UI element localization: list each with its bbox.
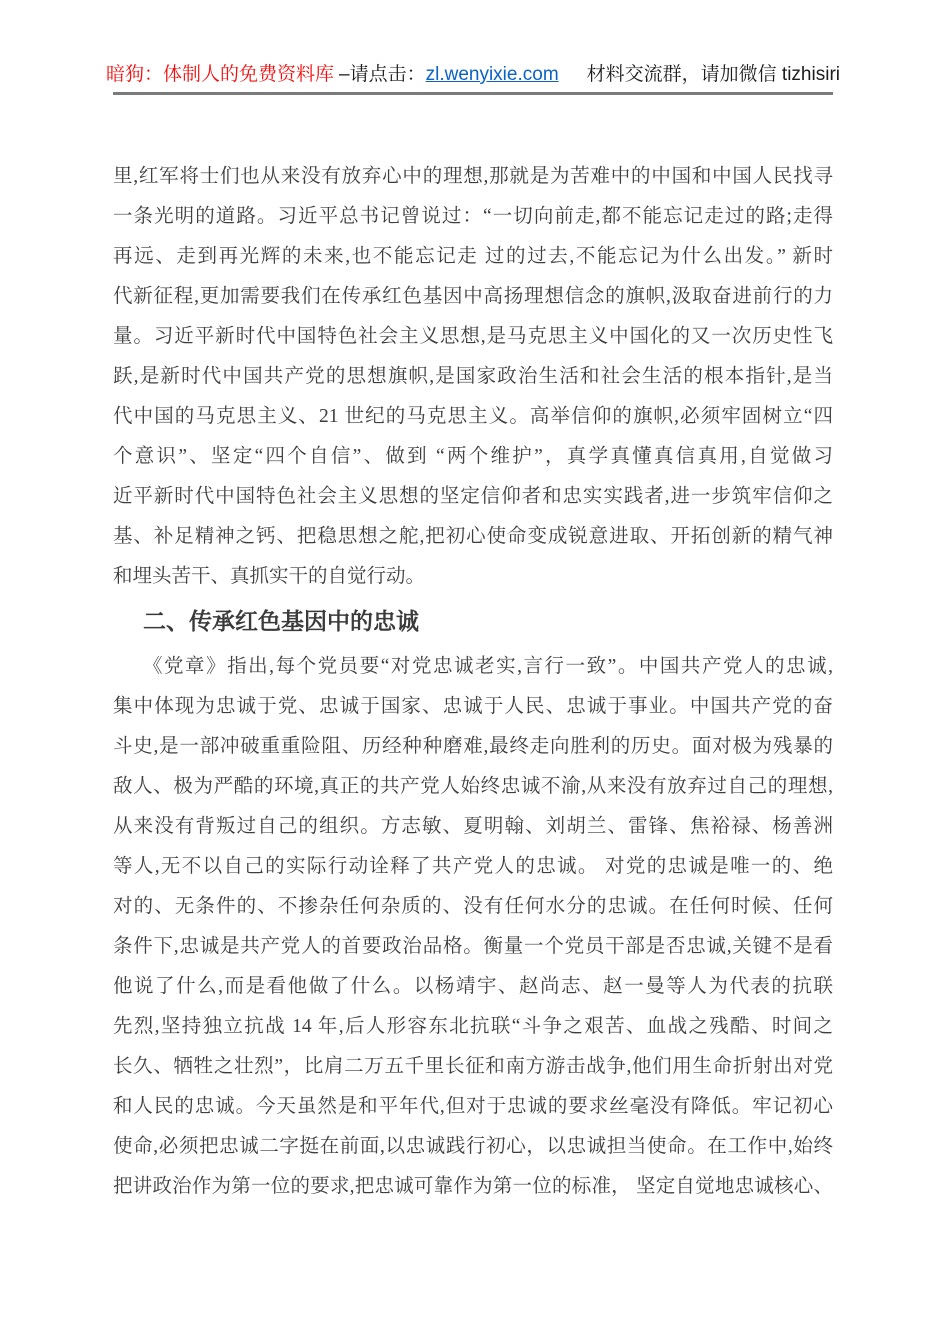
text-line: 长久、牺牲之壮烈”，比肩二万五千里长征和南方游击战争,他们用生命折射出对党 (113, 1056, 833, 1077)
text-line: 条件下,忠诚是共产党人的首要政治品格。衡量一个党员干部是否忠诚,关键不是看 (113, 936, 833, 957)
text-line: 和埋头苦干、真抓实干的自觉行动。 (113, 566, 426, 587)
paragraph-ideals-continuation (113, 157, 833, 597)
promo-wechat-text: 材料交流群，请加微信 tizhisiri (586, 64, 840, 85)
text-line: 近平新时代中国特色社会主义思想的坚定信仰者和忠实实践者,进一步筑牢信仰之 (113, 486, 833, 507)
text-line: 等人,无不以自己的实际行动诠释了共产党人的忠诚。 对党的忠诚是唯一的、绝 (113, 856, 833, 877)
promo-header (106, 60, 840, 95)
text-line: 个意识”、坚定“四个自信”、做到 “两个维护”，真学真懂真信真用,自觉做习 (113, 446, 833, 467)
text-line: 代新征程,更加需要我们在传承红色基因中高扬理想信念的旗帜,汲取奋进前行的力 (113, 286, 833, 307)
text-line: 使命,必须把忠诚二字挺在前面,以忠诚践行初心，以忠诚担当使命。在工作中,始终 (113, 1136, 833, 1157)
text-line: 敌人、极为严酷的环境,真正的共产党人始终忠诚不渝,从来没有放弃过自己的理想, (113, 776, 833, 797)
text-line: 跃,是新时代中国共产党的思想旗帜,是国家政治生活和社会生活的根本指针,是当 (113, 366, 833, 387)
text-line: 对的、无条件的、不掺杂任何杂质的、没有任何水分的忠诚。在任何时候、任何 (113, 896, 833, 917)
promo-click-prefix: –请点击： (339, 64, 426, 85)
text-line: 一条光明的道路。习近平总书记曾说过：“一切向前走,都不能忘记走过的路;走得 (113, 206, 833, 227)
text-line: 再远、走到再光辉的未来,也不能忘记走 过的过去,不能忘记为什么出发。” 新时 (113, 246, 833, 267)
text-line: 先烈,坚持独立抗战 14 年,后人形容东北抗联“斗争之艰苦、血战之残酷、时间之 (113, 1016, 833, 1037)
paragraph-loyalty (113, 647, 833, 1207)
text-line: 和人民的忠诚。今天虽然是和平年代,但对于忠诚的要求丝毫没有降低。牢记初心 (113, 1096, 833, 1117)
text-line: 代中国的马克思主义、21 世纪的马克思主义。高举信仰的旗帜,必须牢固树立“四 (113, 406, 833, 427)
promo-site-link[interactable]: zl.wenyixie.com (425, 64, 559, 85)
text-line: 基、补足精神之钙、把稳思想之舵,把初心使命变成锐意进取、开拓创新的精气神 (113, 526, 833, 547)
text-line: 集中体现为忠诚于党、忠诚于国家、忠诚于人民、忠诚于事业。中国共产党的奋 (113, 696, 833, 717)
text-line: 斗史,是一部冲破重重险阻、历经种种磨难,最终走向胜利的历史。面对极为残暴的 (113, 736, 833, 757)
promo-brand-text: 暗狗：体制人的免费资料库 (106, 64, 335, 85)
text-line: 量。习近平新时代中国特色社会主义思想,是马克思主义中国化的又一次历史性飞 (113, 326, 833, 347)
section-heading-loyalty: 二、传承红色基因中的忠诚 (143, 608, 419, 634)
text-line: 《党章》指出,每个党员要“对党忠诚老实,言行一致”。中国共产党人的忠诚, (143, 656, 833, 677)
text-line: 里,红军将士们也从来没有放弃心中的理想,那就是为苦难中的中国和中国人民找寻 (113, 166, 833, 187)
text-line: 他说了什么,而是看他做了什么。以杨靖宇、赵尚志、赵一曼等人为代表的抗联 (113, 976, 833, 997)
text-line: 把讲政治作为第一位的要求,把忠诚可靠作为第一位的标准， 坚定自觉地忠诚核心、 (113, 1176, 833, 1197)
document-page (106, 0, 840, 1207)
text-line: 从来没有背叛过自己的组织。方志敏、夏明翰、刘胡兰、雷锋、焦裕禄、杨善洲 (113, 816, 833, 837)
